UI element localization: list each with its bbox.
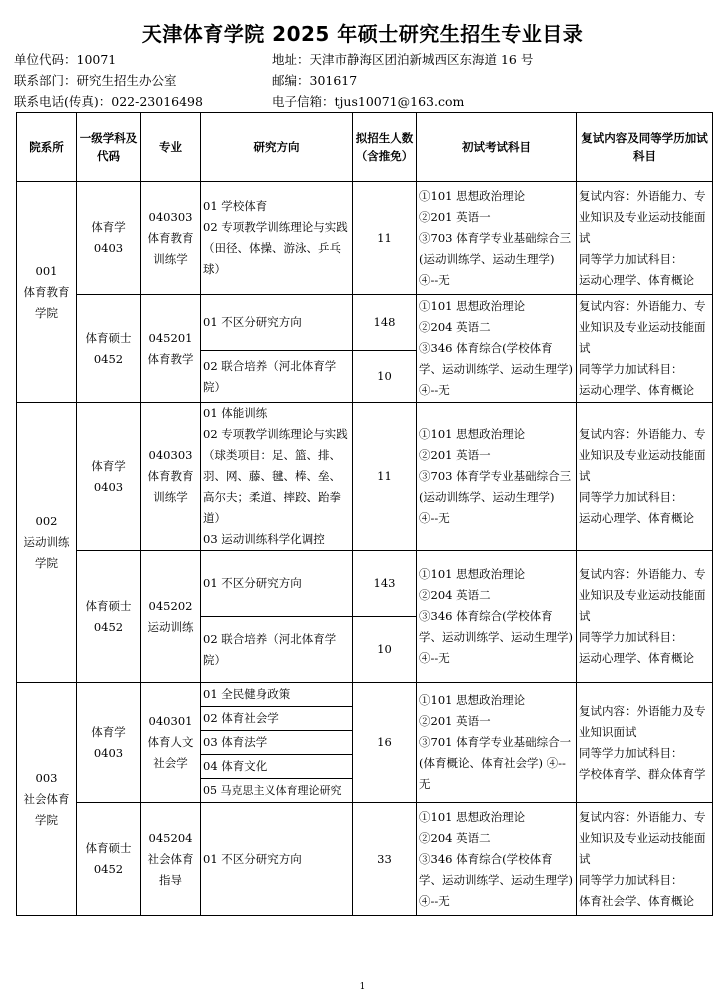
direction-cell: 02 联合培养（河北体育学院） <box>201 617 353 683</box>
direction-cell: 01 学校体育 02 专项教学训练理论与实践（田径、体操、游泳、乒乓球） <box>201 182 353 295</box>
major-cell: 045202 运动训练 <box>141 551 201 683</box>
page-title: 天津体育学院 2025 年硕士研究生招生专业目录 <box>141 22 584 46</box>
discipline-cell: 体育硕士 0452 <box>77 295 141 403</box>
exam-cell: ①101 思想政治理论 ②201 英语一 ③701 体育学专业基础综合一(体育概论、体育社会学) ④--无 <box>417 683 577 803</box>
discipline-cell: 体育硕士 0452 <box>77 551 141 683</box>
discipline-cell: 体育学 0403 <box>77 403 141 551</box>
quota-cell: 11 <box>353 403 417 551</box>
email: 电子信箱：tjus10071@163.com <box>272 94 465 109</box>
quota-cell: 11 <box>353 182 417 295</box>
exam-cell: ①101 思想政治理论 ②201 英语一 ③703 体育学专业基础综合三(运动训练学、运动生理学) ④--无 <box>417 403 577 551</box>
unit-code: 单位代码：10071 <box>14 52 117 67</box>
catalog-table <box>16 112 713 916</box>
discipline-cell: 体育学 0403 <box>77 683 141 803</box>
retest-cell: 复试内容：外语能力、专业知识及专业运动技能面试 同等学力加试科目： 运动心理学、体育概论 <box>577 551 713 683</box>
dept-cell: 001 体育教育学院 <box>17 182 77 403</box>
header-row <box>17 113 713 182</box>
direction-cell: 02 联合培养（河北体育学院） <box>201 351 353 403</box>
header-quota: 拟招生人数（含推免） <box>353 113 417 182</box>
dept-cell: 003 社会体育学院 <box>17 683 77 916</box>
quota-cell: 16 <box>353 683 417 803</box>
page-number: 1 <box>359 982 366 992</box>
major-cell: 040301 体育人文社会学 <box>141 683 201 803</box>
major-cell: 045201 体育教学 <box>141 295 201 403</box>
table-row <box>17 182 713 295</box>
header-discipline: 一级学科及代码 <box>77 113 141 182</box>
header-retest: 复试内容及同等学历加试科目 <box>577 113 713 182</box>
phone: 联系电话(传真)：022-23016498 <box>14 94 203 109</box>
direction-cell: 01 不区分研究方向 <box>201 551 353 617</box>
header-direction: 研究方向 <box>201 113 353 182</box>
major-cell: 040303 体育教育训练学 <box>141 182 201 295</box>
quota-cell: 33 <box>353 803 417 916</box>
retest-cell: 复试内容：外语能力及专业知识面试 同等学力加试科目： 学校体育学、群众体育学 <box>577 683 713 803</box>
header-major: 专业 <box>141 113 201 182</box>
discipline-cell: 体育学 0403 <box>77 182 141 295</box>
retest-cell: 复试内容：外语能力、专业知识及专业运动技能面试 同等学力加试科目： 运动心理学、体育概论 <box>577 182 713 295</box>
quota-cell: 143 <box>353 551 417 617</box>
major-cell: 045204 社会体育指导 <box>141 803 201 916</box>
retest-cell: 复试内容：外语能力、专业知识及专业运动技能面试 同等学力加试科目： 体育社会学、体育概论 <box>577 803 713 916</box>
postcode: 邮编：301617 <box>272 73 358 88</box>
direction-cell: 01 不区分研究方向 <box>201 803 353 916</box>
table-row <box>17 683 713 707</box>
retest-cell: 复试内容：外语能力、专业知识及专业运动技能面试 同等学力加试科目： 运动心理学、体育概论 <box>577 295 713 403</box>
exam-cell: ①101 思想政治理论 ②201 英语一 ③703 体育学专业基础综合三(运动训练学、运动生理学) ④--无 <box>417 182 577 295</box>
exam-cell: ①101 思想政治理论 ②204 英语二 ③346 体育综合(学校体育学、运动训练学、运动生理学) ④--无 <box>417 551 577 683</box>
quota-cell: 148 <box>353 295 417 351</box>
direction-cell: 01 不区分研究方向 <box>201 295 353 351</box>
table-row <box>17 295 713 351</box>
header-exam: 初试考试科目 <box>417 113 577 182</box>
exam-cell: ①101 思想政治理论 ②204 英语二 ③346 体育综合(学校体育学、运动训练学、运动生理学) ④--无 <box>417 295 577 403</box>
direction-cell: 01 体能训练 02 专项教学训练理论与实践（球类项目：足、篮、排、羽、网、藤、毽、棒、垒、高尔夫；柔道、摔跤、跆拳道） 03 运动训练科学化调控 <box>201 403 353 551</box>
quota-cell: 10 <box>353 617 417 683</box>
retest-cell: 复试内容：外语能力、专业知识及专业运动技能面试 同等学力加试科目： 运动心理学、体育概论 <box>577 403 713 551</box>
table-row <box>17 403 713 551</box>
direction-cell: 01 全民健身政策 <box>201 683 353 707</box>
discipline-cell: 体育硕士 0452 <box>77 803 141 916</box>
address: 地址：天津市静海区团泊新城西区东海道 16 号 <box>272 52 534 67</box>
dept-cell: 002 运动训练学院 <box>17 403 77 683</box>
table-row <box>17 551 713 617</box>
quota-cell: 10 <box>353 351 417 403</box>
direction-cell: 02 体育社会学 <box>201 707 353 731</box>
direction-cell: 03 体育法学 <box>201 731 353 755</box>
direction-cell: 05 马克思主义体育理论研究 <box>201 779 353 803</box>
header-dept: 院系所 <box>17 113 77 182</box>
contact-department: 联系部门：研究生招生办公室 <box>14 73 177 88</box>
direction-cell: 04 体育文化 <box>201 755 353 779</box>
major-cell: 040303 体育教育训练学 <box>141 403 201 551</box>
table-row <box>17 803 713 916</box>
exam-cell: ①101 思想政治理论 ②204 英语二 ③346 体育综合(学校体育学、运动训练学、运动生理学) ④--无 <box>417 803 577 916</box>
